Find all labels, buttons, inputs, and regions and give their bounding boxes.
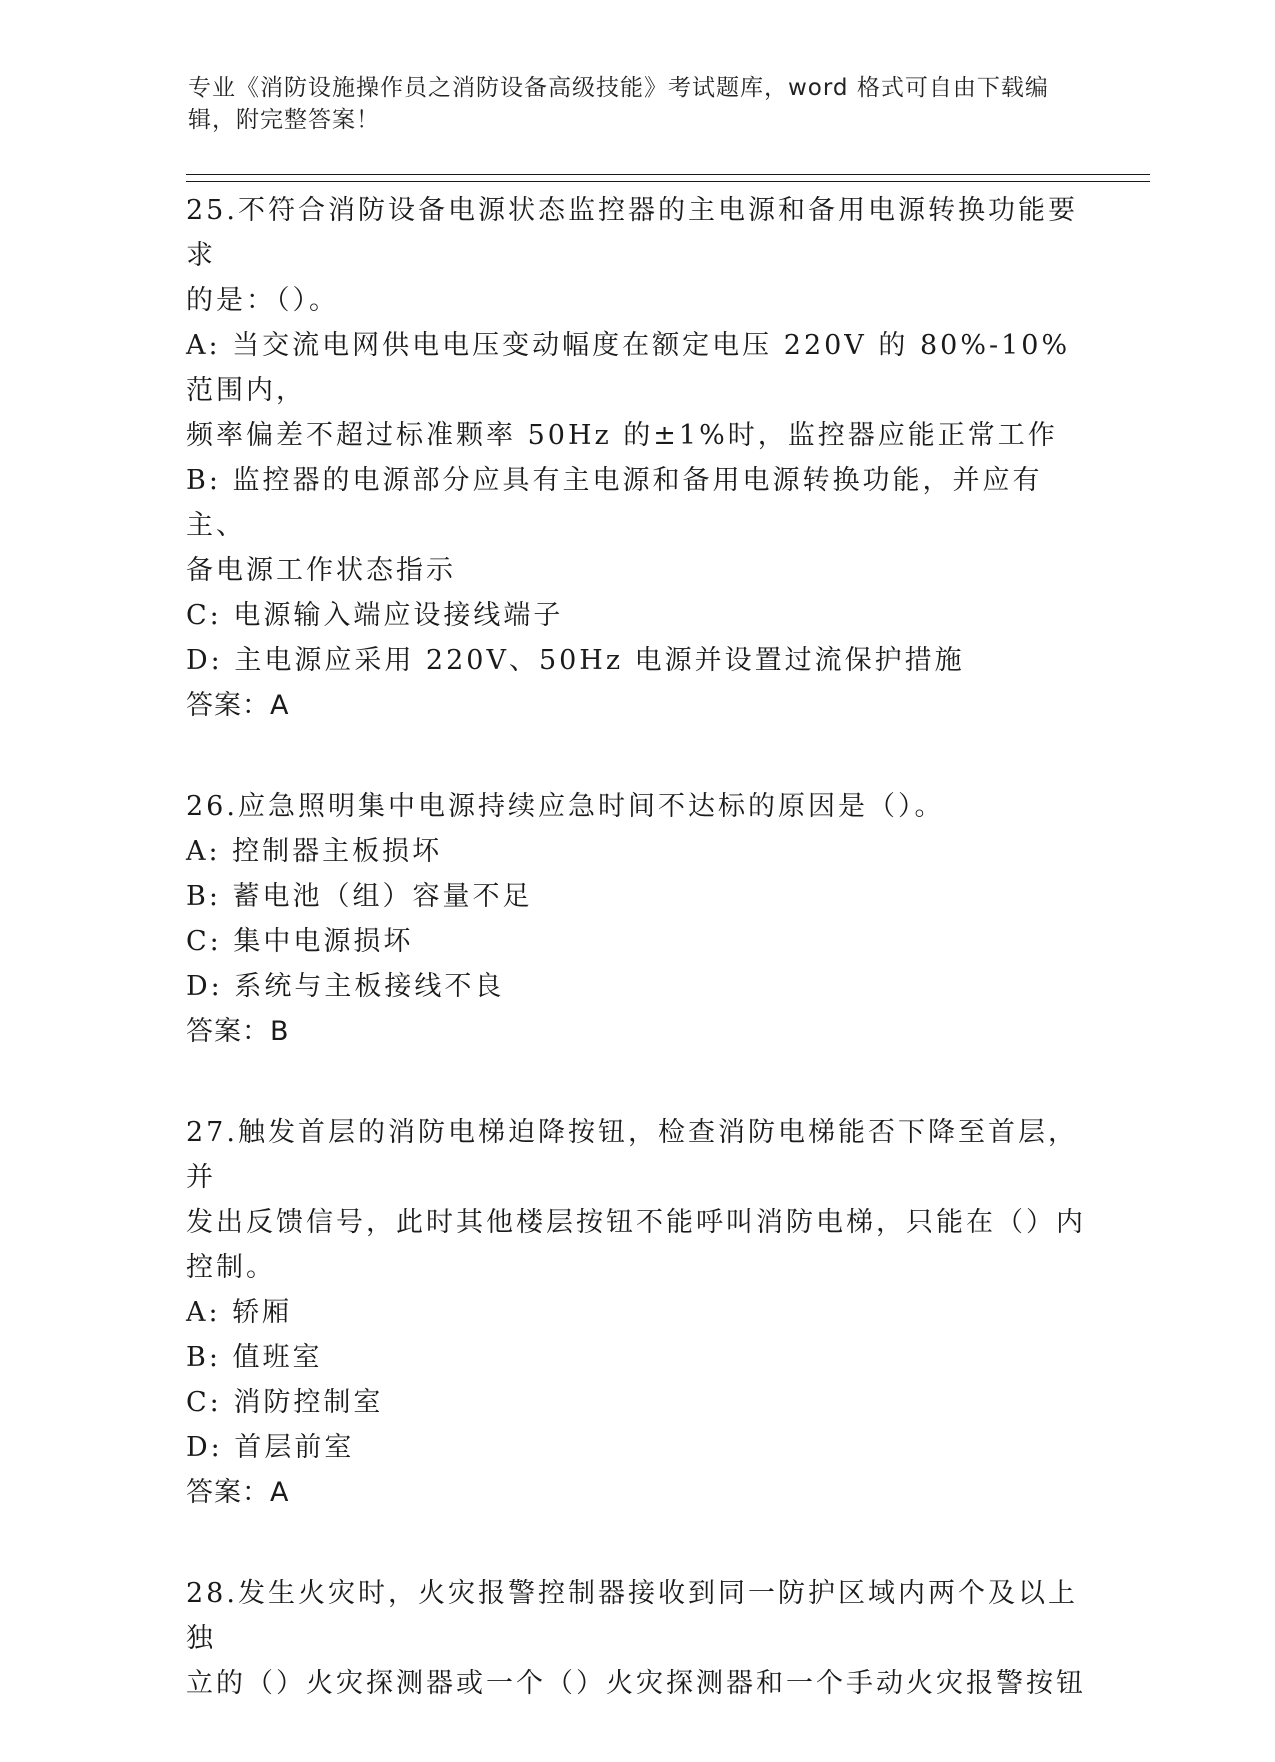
option-c: C: 消防控制室 — [186, 1387, 384, 1418]
question-25 — [186, 188, 1086, 728]
option-a: A: 当交流电网供电电压变动幅度在额定电压 220V 的 80%-10%范围内， — [186, 330, 1071, 406]
header-divider-top — [186, 174, 1150, 175]
question-stem: 的是：（）。 — [186, 285, 339, 316]
header-line-1: 专业《消防设施操作员之消防设备高级技能》考试题库，word 格式可自由下载编 — [188, 75, 1049, 101]
option-c: C: 集中电源损坏 — [186, 926, 414, 957]
question-28 — [186, 1571, 1086, 1706]
option-d: D: 首层前室 — [186, 1432, 355, 1463]
option-b: B: 蓄电池（组）容量不足 — [186, 881, 533, 912]
option-d: D: 系统与主板接线不良 — [186, 971, 505, 1002]
option-b: B: 值班室 — [186, 1342, 323, 1373]
question-26 — [186, 784, 1086, 1054]
question-stem: 28.发生火灾时，火灾报警控制器接收到同一防护区域内两个及以上独 — [186, 1578, 1078, 1654]
question-stem: 控制。 — [186, 1252, 276, 1283]
option-a: A: 控制器主板损坏 — [186, 836, 443, 867]
option-b: 备电源工作状态指示 — [186, 555, 456, 586]
question-stem: 发出反馈信号，此时其他楼层按钮不能呼叫消防电梯，只能在（）内 — [186, 1207, 1086, 1238]
option-a: A: 轿厢 — [186, 1297, 293, 1328]
answer-label: 答案：A — [186, 1477, 290, 1508]
question-27 — [186, 1110, 1086, 1515]
question-list — [186, 188, 1086, 1762]
question-stem: 26.应急照明集中电源持续应急时间不达标的原因是（）。 — [186, 791, 945, 822]
answer-label: 答案：B — [186, 1016, 290, 1047]
document-header — [188, 72, 1068, 136]
option-b: B: 监控器的电源部分应具有主电源和备用电源转换功能，并应有主、 — [186, 465, 1043, 541]
option-d: D: 主电源应采用 220V、50Hz 电源并设置过流保护措施 — [186, 645, 965, 676]
header-line-2: 辑，附完整答案！ — [188, 107, 380, 133]
option-c: C: 电源输入端应设接线端子 — [186, 600, 564, 631]
question-stem: 立的（）火灾探测器或一个（）火灾探测器和一个手动火灾报警按钮 — [186, 1668, 1086, 1699]
question-stem: 25.不符合消防设备电源状态监控器的主电源和备用电源转换功能要求 — [186, 195, 1078, 271]
question-stem: 27.触发首层的消防电梯迫降按钮，检查消防电梯能否下降至首层，并 — [186, 1117, 1078, 1193]
option-a: 频率偏差不超过标准颗率 50Hz 的±1%时，监控器应能正常工作 — [186, 420, 1058, 451]
header-divider-bottom — [186, 181, 1150, 182]
answer-label: 答案：A — [186, 690, 290, 721]
